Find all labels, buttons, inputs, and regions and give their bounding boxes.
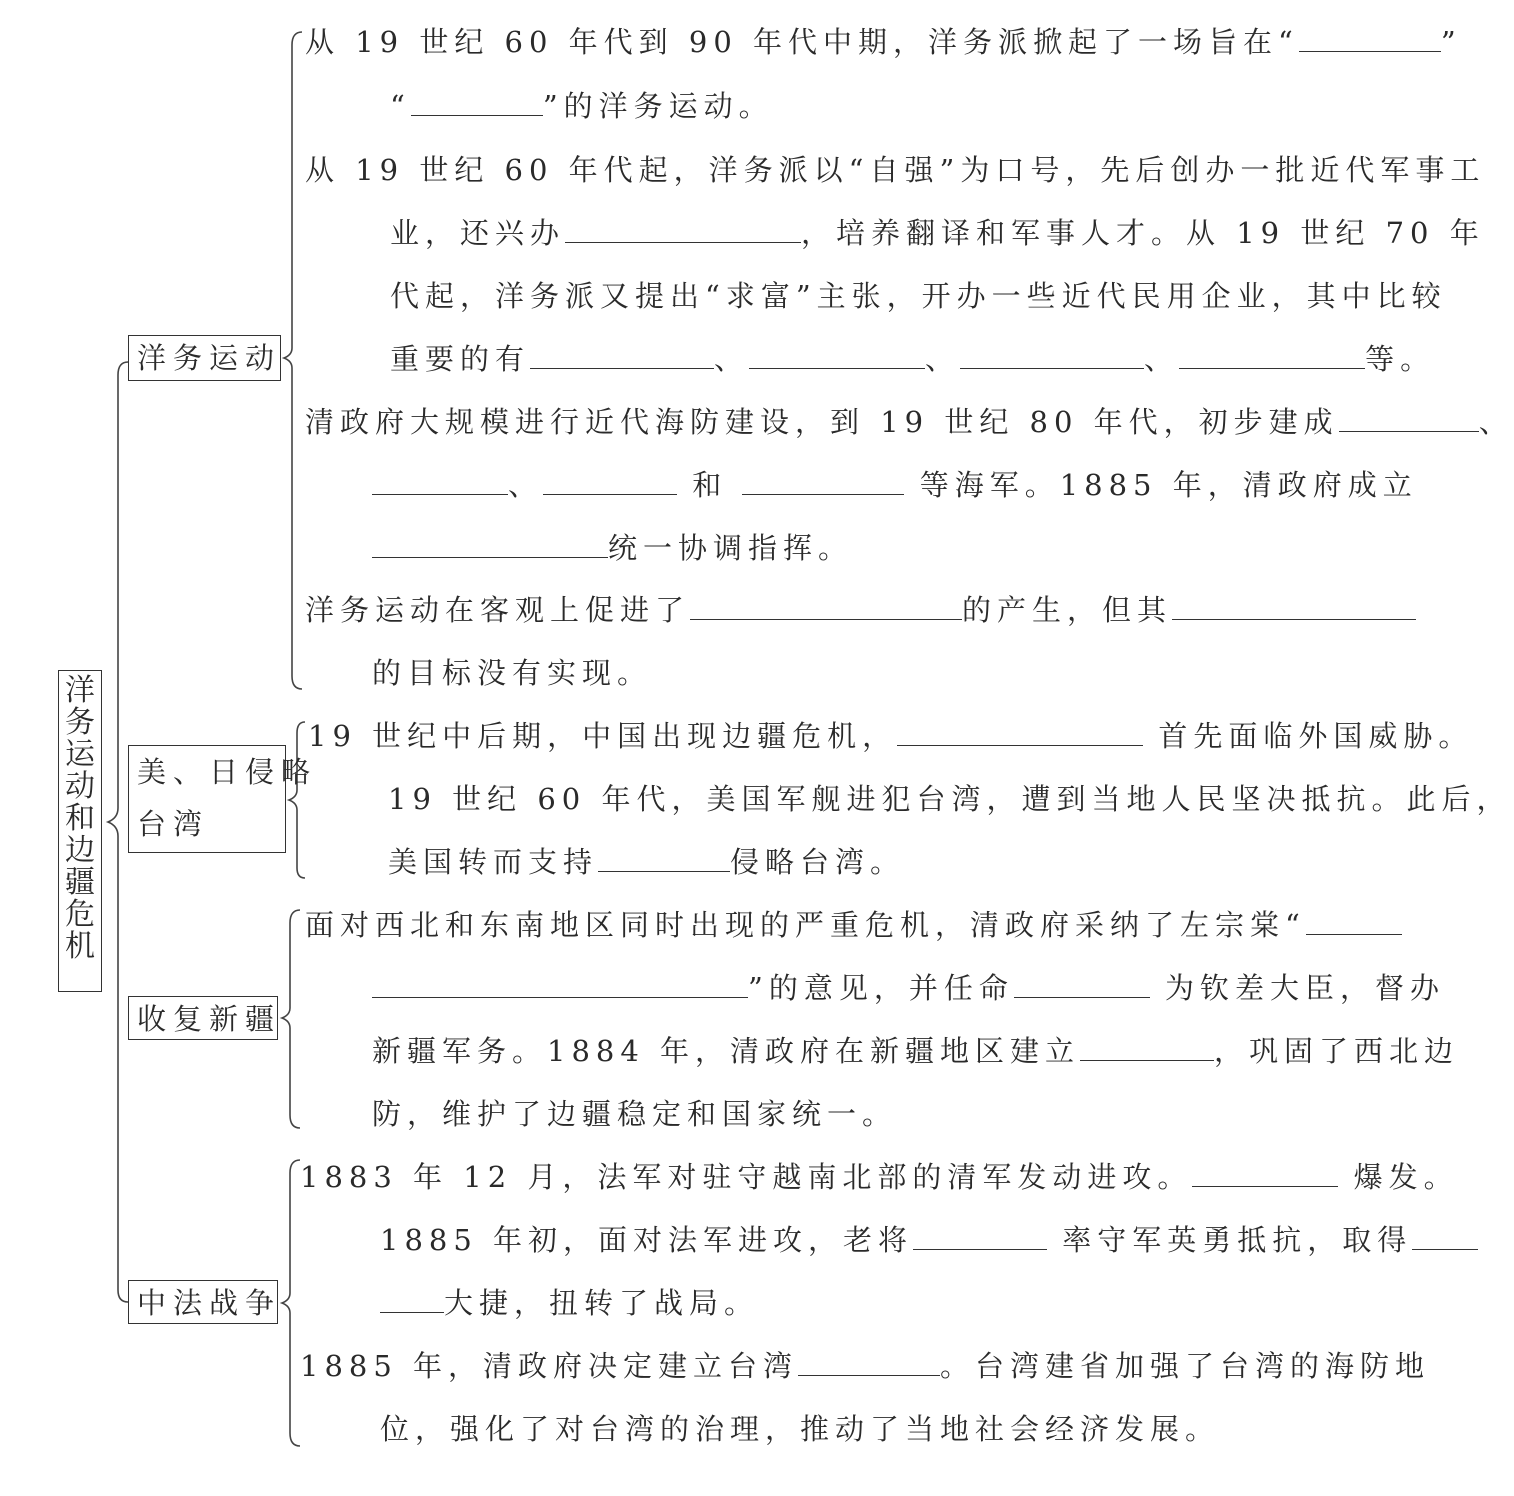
text-seg: 面对西北和东南地区同时出现的严重危机，清政府采纳了左宗棠“: [305, 908, 1306, 942]
topic-label: 收复新疆: [137, 1002, 282, 1036]
text-line: [380, 1283, 759, 1323]
text-seg: 的目标没有实现。: [372, 656, 653, 690]
text-seg: 19 世纪中后期，中国出现边疆危机，: [308, 719, 898, 753]
fill-blank[interactable]: [690, 591, 962, 620]
text-seg: 率守军英勇抵抗，取得: [1062, 1223, 1413, 1257]
fill-blank[interactable]: [897, 717, 1143, 746]
fill-blank[interactable]: [1080, 1032, 1214, 1061]
text-seg: 等海军。1885 年，清政府成立: [919, 468, 1418, 502]
fill-blank[interactable]: [543, 466, 677, 495]
text-seg: 、: [508, 468, 544, 502]
text-line: [372, 528, 853, 568]
text-line: [305, 402, 1514, 442]
text-seg: ”: [1440, 25, 1462, 59]
fill-blank[interactable]: [1339, 403, 1479, 432]
root-topic-box: [58, 670, 102, 992]
fill-blank[interactable]: [372, 466, 508, 495]
root-char: 运: [65, 737, 95, 772]
text-seg: 美国转而支持: [388, 845, 599, 879]
fill-blank[interactable]: [1192, 1158, 1338, 1187]
text-line: [372, 465, 1418, 505]
text-seg: 爆发。: [1353, 1160, 1459, 1194]
fill-blank[interactable]: [1306, 906, 1402, 935]
topic-meiri: [128, 745, 318, 853]
text-line: [388, 842, 905, 882]
text-seg: ，巩固了西北边: [1214, 1034, 1460, 1068]
fill-blank[interactable]: [742, 466, 904, 495]
text-seg: 重要的有: [390, 342, 531, 376]
text-seg: 的产生，但其: [962, 593, 1173, 627]
text-seg: ”的洋务运动。: [542, 89, 774, 123]
fill-blank[interactable]: [380, 1284, 444, 1313]
text-seg: 和: [692, 468, 728, 502]
root-char: 和: [65, 801, 95, 836]
topic-xinjiang: [128, 996, 282, 1040]
text-seg: 清政府大规模进行近代海防建设，到 19 世纪 80 年代，初步建成: [305, 405, 1339, 439]
text-line: [305, 905, 1402, 945]
topic-yangwu: [128, 335, 281, 381]
text-seg: 防，维护了边疆稳定和国家统一。: [372, 1097, 898, 1131]
text-seg: 业，还兴办: [390, 216, 566, 250]
text-line: [380, 1409, 1220, 1449]
root-char: 机: [65, 929, 95, 964]
text-line: [390, 86, 774, 126]
text-seg: ”的意见，并任命: [748, 971, 1014, 1005]
text-line: [372, 653, 652, 693]
fill-blank[interactable]: [1412, 1221, 1478, 1250]
text-line: [372, 968, 1445, 1008]
text-seg: 、: [925, 342, 961, 376]
text-line: [380, 1220, 1478, 1260]
text-line: [300, 1157, 1459, 1197]
text-line: [300, 1346, 1430, 1386]
text-seg: 位，强化了对台湾的治理，推动了当地社会经济发展。: [380, 1412, 1221, 1446]
root-char: 务: [65, 705, 95, 740]
fill-blank[interactable]: [913, 1221, 1047, 1250]
text-seg: 19 世纪 60 年代，美国军舰进犯台湾，遭到当地人民坚决抵抗。此后，: [388, 782, 1512, 816]
text-seg: 1883 年 12 月，法军对驻守越南北部的清军发动进攻。: [300, 1160, 1193, 1194]
text-seg: 、: [714, 342, 750, 376]
fill-blank[interactable]: [1014, 969, 1150, 998]
fill-blank[interactable]: [530, 340, 714, 369]
text-line: [305, 150, 1485, 190]
fill-blank[interactable]: [598, 843, 730, 872]
topic-label: 台湾: [137, 807, 210, 841]
text-line: [305, 22, 1462, 62]
text-line: [388, 779, 1511, 819]
text-seg: 从 19 世纪 60 年代到 90 年代中期，洋务派掀起了一场旨在“: [305, 25, 1299, 59]
fill-blank[interactable]: [411, 87, 543, 116]
text-seg: 从 19 世纪 60 年代起，洋务派以“自强”为口号，先后创办一批近代军事工: [305, 153, 1486, 187]
root-char: 动: [65, 769, 95, 804]
fill-blank[interactable]: [1179, 340, 1365, 369]
text-seg: 、: [1144, 342, 1180, 376]
text-seg: 1885 年，清政府决定建立台湾: [300, 1349, 799, 1383]
fill-blank[interactable]: [372, 529, 608, 558]
root-char: 边: [65, 833, 95, 868]
text-line: [372, 1031, 1459, 1071]
text-seg: 首先面临外国威胁。: [1158, 719, 1474, 753]
text-seg: 、: [1478, 405, 1514, 439]
text-seg: 统一协调指挥。: [608, 531, 854, 565]
text-line: [390, 339, 1435, 379]
text-seg: 。台湾建省加强了台湾的海防地: [940, 1349, 1431, 1383]
topic-zhongfa: [128, 1280, 282, 1324]
text-seg: 1885 年初，面对法军进攻，老将: [380, 1223, 914, 1257]
fill-blank[interactable]: [1172, 591, 1416, 620]
root-char: 危: [65, 897, 95, 932]
text-line: [390, 276, 1447, 316]
root-char: 疆: [65, 865, 95, 900]
topic-label: 美、日侵略: [137, 755, 318, 789]
fill-blank[interactable]: [798, 1347, 940, 1376]
text-line: [308, 716, 1473, 756]
text-line: [305, 590, 1416, 630]
topic-label: 中法战争: [137, 1286, 282, 1320]
fill-blank[interactable]: [1299, 23, 1441, 52]
root-char: 洋: [65, 673, 95, 708]
text-seg: “: [390, 89, 411, 123]
text-seg: 为钦差大臣，督办: [1165, 971, 1446, 1005]
text-seg: 等。: [1365, 342, 1436, 376]
text-line: [372, 1094, 897, 1134]
text-seg: 洋务运动在客观上促进了: [305, 593, 691, 627]
text-seg: 新疆军务。1884 年，清政府在新疆地区建立: [372, 1034, 1081, 1068]
fill-blank[interactable]: [565, 214, 801, 243]
text-seg: 大捷，扭转了战局。: [444, 1286, 760, 1320]
text-line: [390, 213, 1485, 253]
topic-label: 洋务运动: [137, 341, 282, 375]
text-seg: 代起，洋务派又提出“求富”主张，开办一些近代民用企业，其中比较: [390, 279, 1447, 313]
text-seg: 侵略台湾。: [730, 845, 906, 879]
fill-blank[interactable]: [372, 969, 748, 998]
text-seg: ，培养翻译和军事人才。从 19 世纪 70 年: [801, 216, 1485, 250]
fill-blank[interactable]: [960, 340, 1144, 369]
fill-blank[interactable]: [749, 340, 925, 369]
